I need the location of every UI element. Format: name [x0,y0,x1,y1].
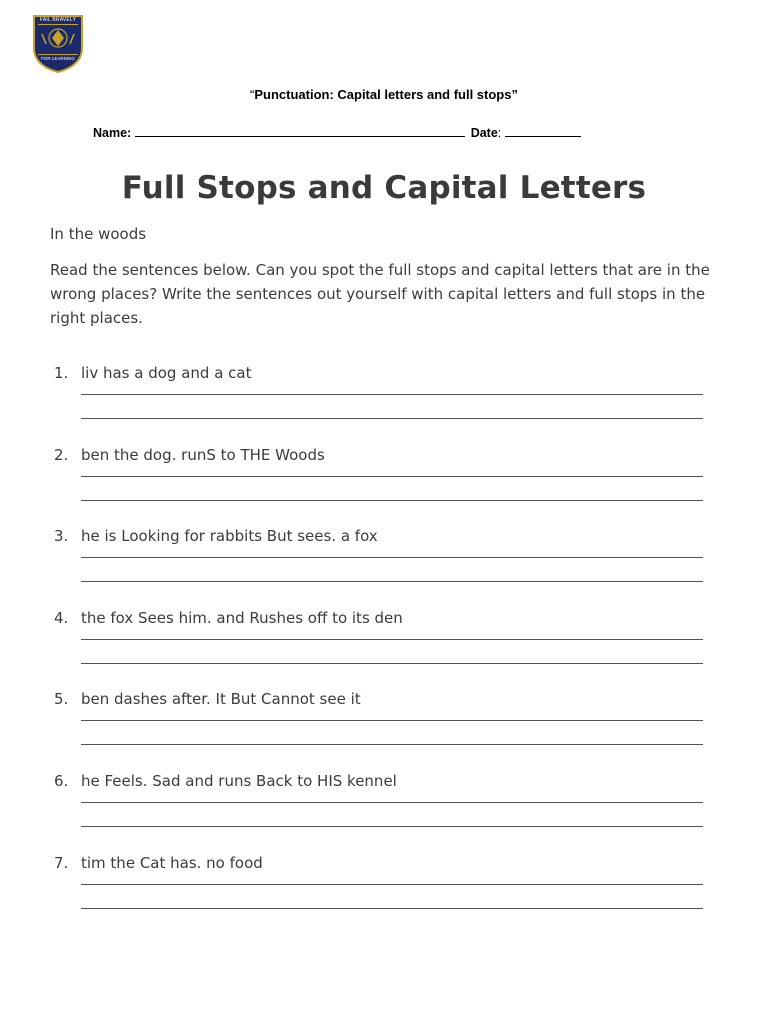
question-text: he is Looking for rabbits But sees. a fox [81,527,378,545]
name-label: Name: [93,126,132,140]
answer-line[interactable] [81,802,703,803]
crest-motto: FAIL BRAVELY [39,17,77,23]
answer-line[interactable] [81,418,703,419]
open-quote: “ [250,87,255,102]
answer-line[interactable] [81,500,703,501]
question-text: liv has a dog and a cat [81,364,252,382]
question-item [0,609,768,681]
answer-line[interactable] [81,663,703,664]
question-text: ben the dog. runS to THE Woods [81,446,325,464]
name-date-row [93,124,581,140]
answer-line[interactable] [81,826,703,827]
question-number: 2. [54,446,69,464]
close-quote: ” [511,87,518,102]
question-number: 5. [54,690,69,708]
answer-line[interactable] [81,720,703,721]
answer-line[interactable] [81,884,703,885]
question-item [0,772,768,844]
question-item [0,527,768,599]
date-field[interactable] [505,124,581,137]
crest-footer: FOR LEARNING [41,56,75,61]
worksheet-subtitle: In the woods [50,225,147,243]
name-field[interactable] [135,124,465,137]
question-text: tim the Cat has. no food [81,854,263,872]
worksheet-title: Full Stops and Capital Letters [121,170,647,206]
question-text: ben dashes after. It But Cannot see it [81,690,361,708]
question-number: 3. [54,527,69,545]
question-number: 1. [54,364,69,382]
question-number: 6. [54,772,69,790]
question-text: the fox Sees him. and Rushes off to its den [81,609,403,627]
date-label: Date: [470,126,502,140]
subject-heading [0,87,768,102]
answer-line[interactable] [81,581,703,582]
answer-line[interactable] [81,744,703,745]
answer-line[interactable] [81,639,703,640]
question-item [0,690,768,762]
school-crest [32,14,84,74]
question-number: 7. [54,854,69,872]
answer-line[interactable] [81,557,703,558]
answer-line[interactable] [81,908,703,909]
question-text: he Feels. Sad and runs Back to HIS kennel [81,772,397,790]
question-number: 4. [54,609,69,627]
question-item [0,446,768,518]
answer-line[interactable] [81,394,703,395]
shield-icon [32,14,84,74]
subject-text: Punctuation: Capital letters and full stops [254,87,512,102]
answer-line[interactable] [81,476,703,477]
question-item [0,364,768,436]
question-item [0,854,768,926]
worksheet-instructions: Read the sentences below. Can you spot the full stops and capital letters that are in the wrong places? Write the sentences out yourself with capital letters and full stops in the right places. [50,261,710,327]
